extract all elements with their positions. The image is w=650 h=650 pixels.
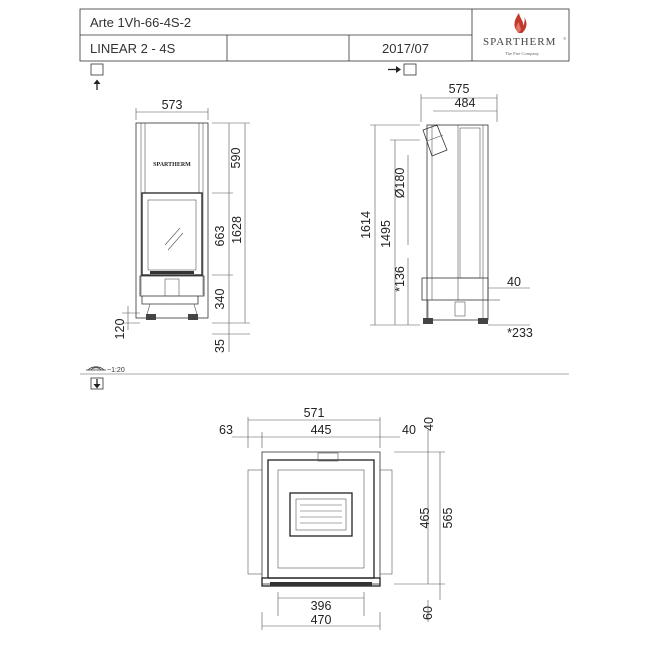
plan-front-depth-label: 60	[421, 606, 435, 620]
front-top-height-label: 590	[229, 147, 243, 169]
side-view-icon	[388, 64, 416, 75]
scale-icon	[86, 367, 106, 370]
side-depth-total-label: 575	[448, 82, 470, 96]
side-outlet-height-label: 1495	[379, 220, 393, 248]
front-feet-height-label: 120	[113, 318, 127, 340]
plan-door-inner-label: 396	[310, 599, 332, 613]
plan-width-total-label: 571	[303, 406, 325, 420]
unit-brand-plate: SPARTHERM	[153, 162, 191, 168]
scale-label: ~1:20	[107, 367, 125, 374]
side-diameter-label: Ø180	[393, 167, 407, 199]
plan-right-margin-label: 40	[402, 423, 416, 437]
front-glass-height-label: 663	[213, 225, 227, 247]
plan-door-total-label: 470	[310, 613, 332, 627]
side-height-total-label: 1614	[359, 211, 373, 239]
side-offset-label: 40	[507, 275, 521, 289]
brand-registered: ®	[563, 36, 567, 41]
series-title: LINEAR 2 - 4S	[90, 41, 176, 56]
model-title: Arte 1Vh-66-4S-2	[90, 15, 192, 30]
plan-depth-inner-label: 465	[418, 507, 432, 529]
front-width-label: 573	[161, 98, 183, 112]
front-leg-height-label: 35	[213, 339, 227, 353]
plan-depth-total-label: 565	[441, 507, 455, 529]
plan-view-icon	[91, 378, 103, 389]
date-label: 2017/07	[382, 41, 429, 56]
side-air-inlet-label: *136	[393, 266, 407, 292]
spartherm-logo	[514, 13, 526, 33]
brand-tagline: The Fire Company	[505, 51, 539, 56]
side-depth-body-label: 484	[454, 96, 476, 110]
plan-top-margin-label: 40	[422, 417, 436, 431]
plan-inner-label: 445	[310, 423, 332, 437]
front-total-height-label: 1628	[230, 216, 244, 244]
brand-wordmark: SPARTHERM	[483, 36, 557, 48]
front-view-icon	[91, 64, 103, 90]
plan-left-margin-label: 63	[219, 423, 233, 437]
plan-view	[232, 417, 445, 630]
front-bottom-height-label: 340	[213, 288, 227, 310]
side-front-offset-label: *233	[507, 326, 533, 340]
